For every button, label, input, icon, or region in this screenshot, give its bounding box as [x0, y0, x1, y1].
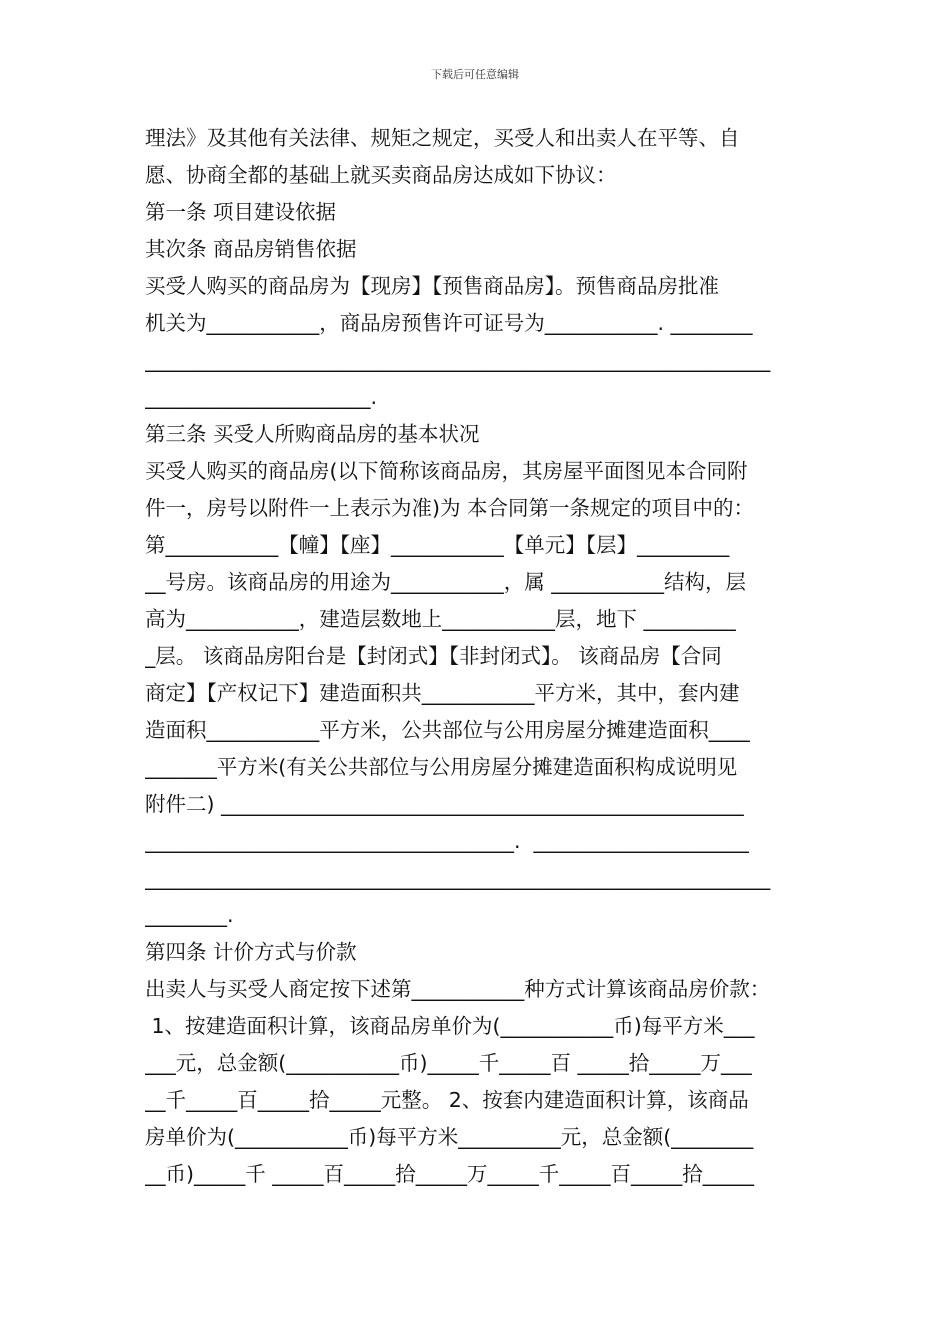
text-line: ___元，总金额(___________币)_____千_____百 _____拾_____万___	[145, 1051, 752, 1075]
text-line: _____________________________________________________________	[145, 866, 771, 890]
text-line: ________.	[145, 903, 234, 927]
text-line: 附件二) ___________________________________________________	[145, 792, 744, 816]
text-line: _层。 该商品房阳台是【封闭式】【非封闭式】。 该商品房【合同	[145, 644, 722, 668]
text-line: 第一条 项目建设依据	[145, 200, 337, 224]
text-line: 1、按建造面积计算，该商品房单价为(___________币)每平方米___	[145, 1014, 755, 1038]
text-line: 商定】【产权记下】建造面积共___________平方米，其中，套内建	[145, 681, 740, 705]
text-line: 造面积___________平方米，公共部位与公用房屋分摊建造面积____	[145, 718, 750, 742]
text-line: 出卖人与买受人商定按下述第___________种方式计算该商品房价款：	[145, 977, 771, 1001]
text-line: 第三条 买受人所购商品房的基本状况	[145, 422, 480, 446]
text-line: 房单价为(___________币)每平方米__________元，总金额(________	[145, 1125, 754, 1149]
text-line: __号房。该商品房的用途为___________，属 ___________结构，层	[145, 570, 747, 594]
text-line: ______________________.	[145, 385, 378, 409]
text-line: 第___________【幢】【座】___________【单元】【层】_________	[145, 533, 730, 557]
text-line: 高为___________，建造层数地上___________层，地下 _________	[145, 607, 736, 631]
text-line: __币)_____千 _____百_____拾_____万_____千_____百_____拾_____	[145, 1162, 755, 1186]
text-line: __千_____百_____拾_____元整。 2、按套内建造面积计算，该商品	[145, 1088, 749, 1112]
page-header-note: 下载后可任意编辑	[431, 68, 519, 81]
text-line: 买受人购买的商品房为【现房】【预售商品房】。预售商品房批准	[145, 274, 719, 298]
text-line: ____________________________________. _____________________	[145, 829, 749, 853]
text-line: _______平方米(有关公共部位与公用房屋分摊建造面积构成说明见	[145, 755, 738, 779]
text-line: 理法》及其他有关法律、规矩之规定，买受人和出卖人在平等、自	[145, 126, 740, 150]
contract-body	[145, 120, 807, 1193]
text-line: 买受人购买的商品房(以下简称该商品房，其房屋平面图见本合同附	[145, 459, 748, 483]
text-line: 第四条 计价方式与价款	[145, 940, 357, 964]
text-line: 愿、协商全都的基础上就买卖商品房达成如下协议：	[145, 163, 617, 187]
text-line: 其次条 商品房销售依据	[145, 237, 357, 261]
text-line: _____________________________________________________________	[145, 348, 771, 372]
text-line: 机关为___________，商品房预售许可证号为___________. ________	[145, 311, 753, 335]
text-line: 件一，房号以附件一上表示为准)为 本合同第一条规定的项目中的：	[145, 496, 755, 520]
